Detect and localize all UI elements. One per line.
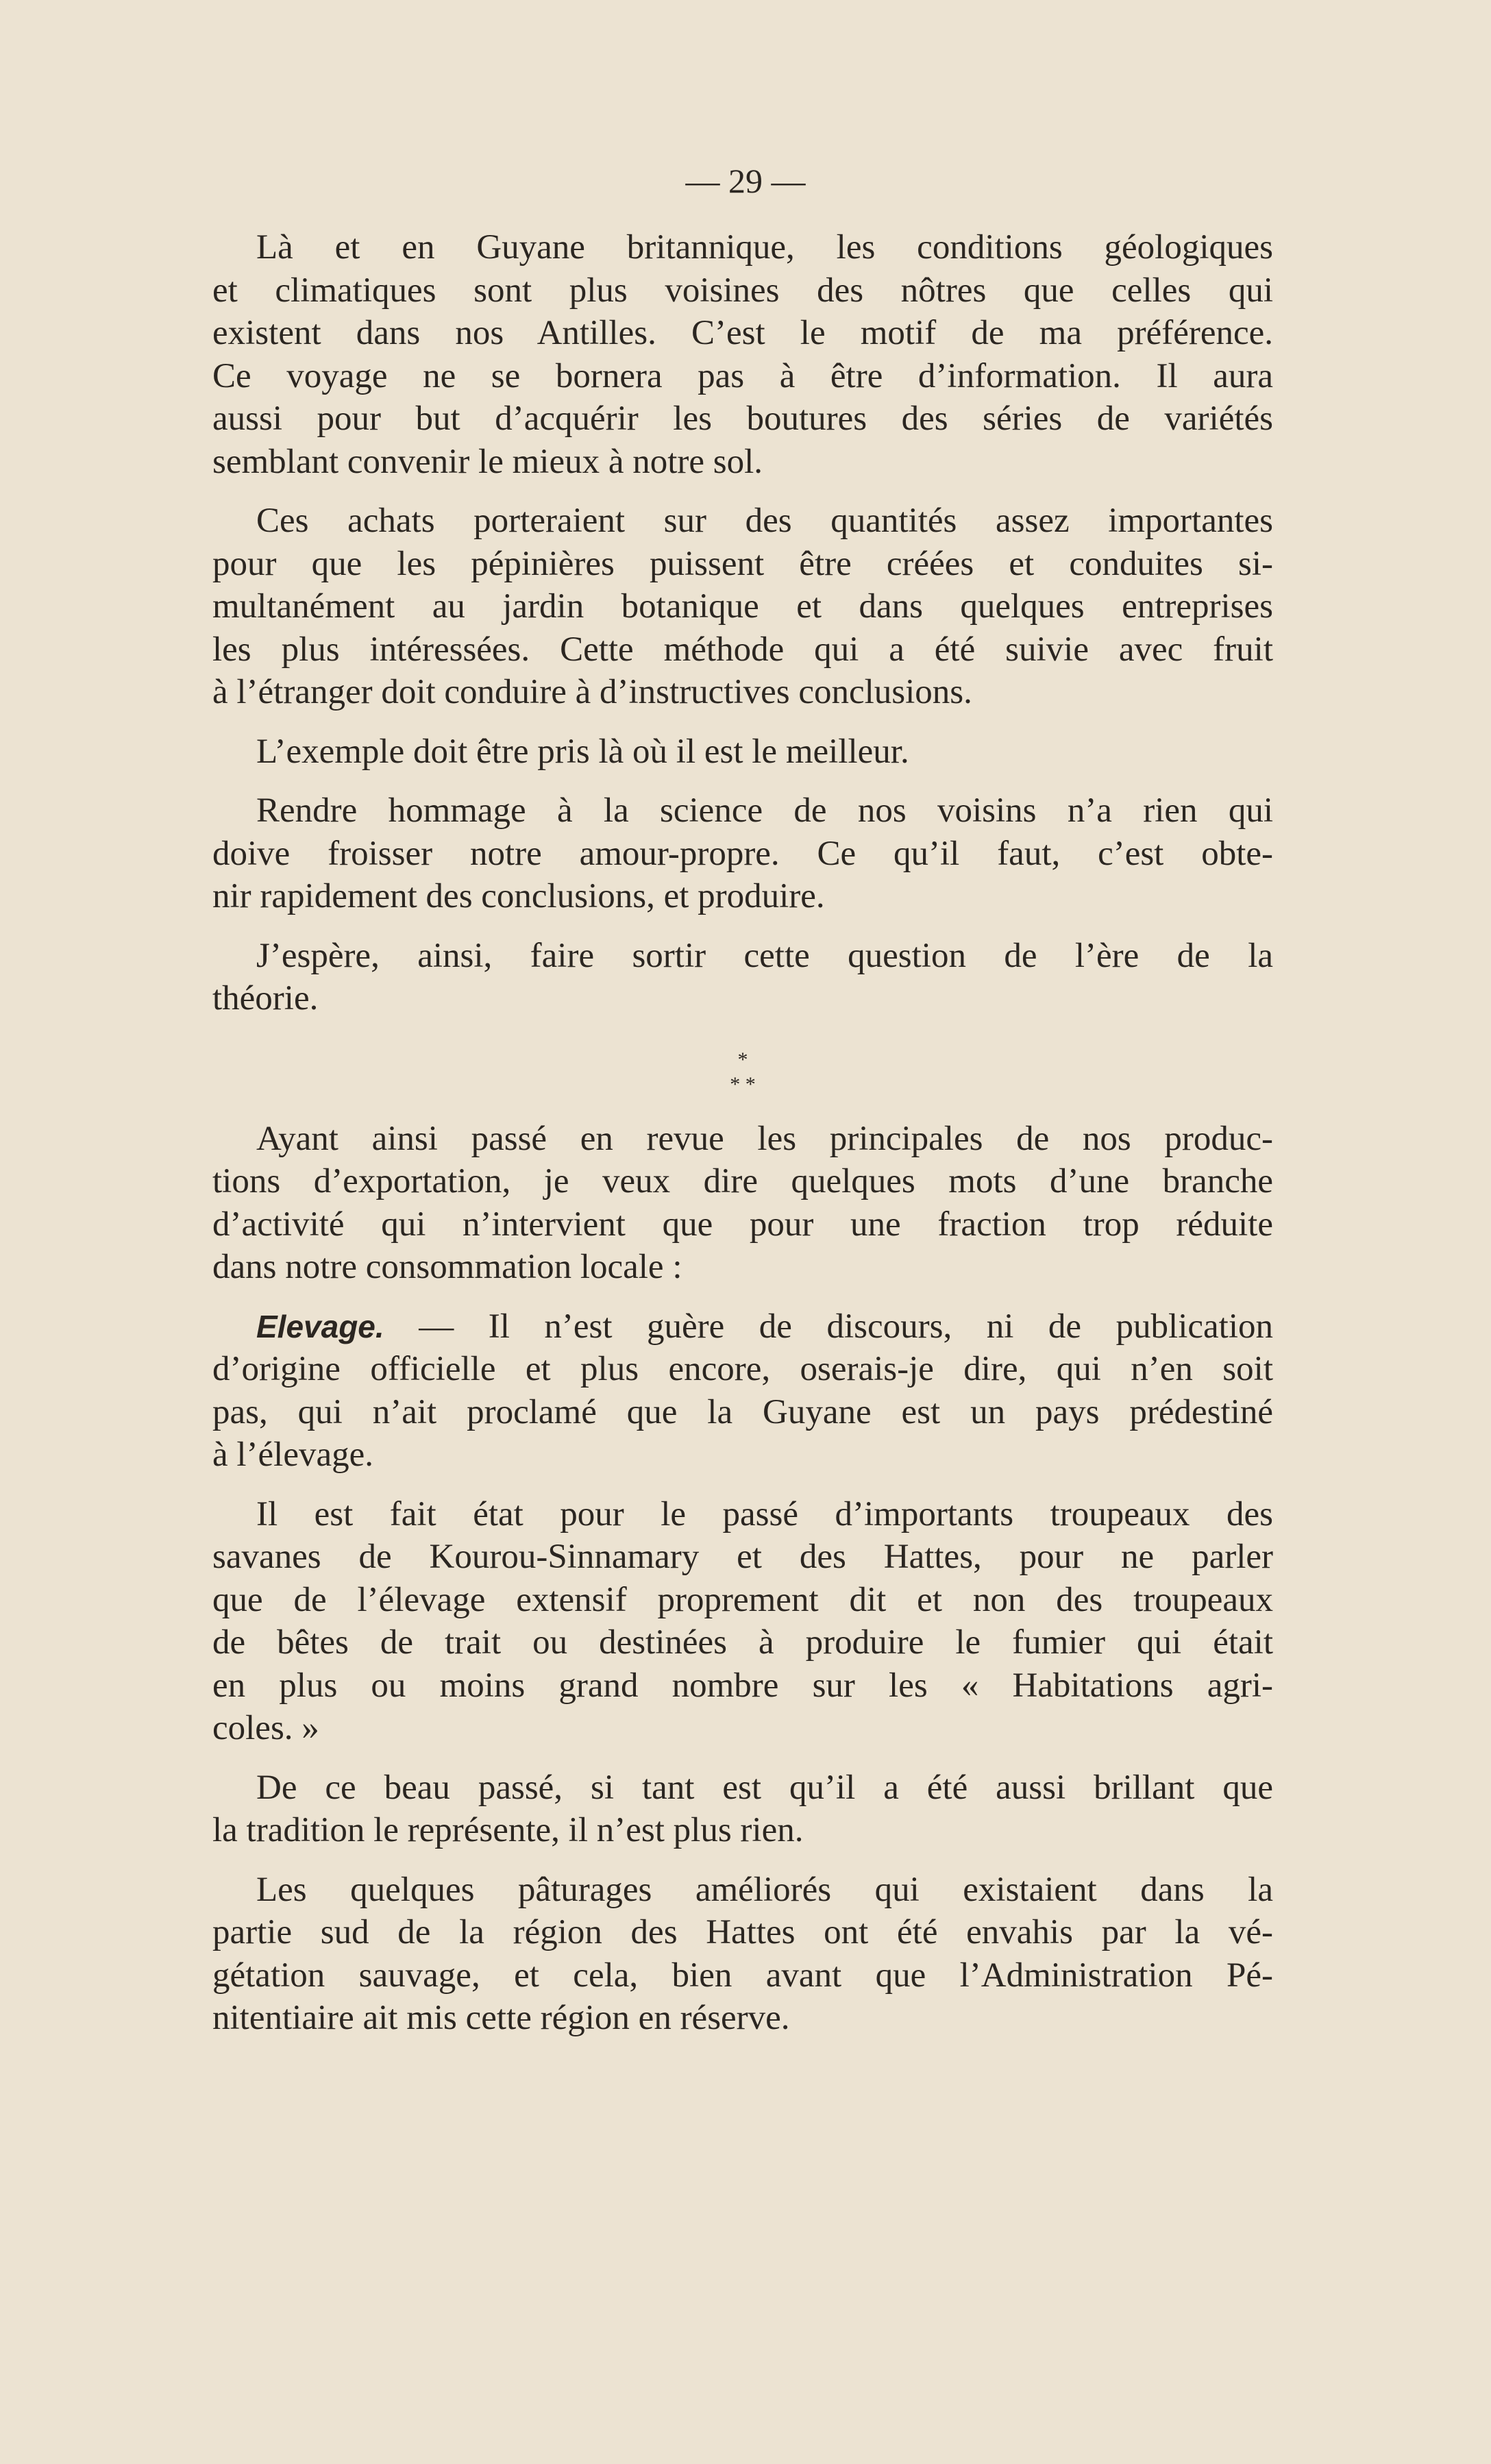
paragraph-line: pas, qui n’ait proclamé que la Guyane est un pays prédestiné (212, 1392, 1273, 1431)
separator-star: * (737, 1048, 748, 1071)
paragraph-line: Ce voyage ne se bornera pas à être d’information. Il aura (212, 356, 1273, 395)
paragraph (212, 789, 1273, 918)
paragraph-line: L’exemple doit être pris là où il est le meilleur. (256, 732, 909, 771)
paragraph-line: Il est fait état pour le passé d’importants troupeaux des (256, 1494, 1273, 1533)
paragraph (212, 226, 1273, 483)
paragraph-line: à l’élevage. (212, 1436, 374, 1474)
paragraph (212, 730, 1273, 774)
paragraph-line: savanes de Kourou-Sinnamary et des Hattes, pour ne parler (212, 1538, 1273, 1576)
paragraph-line: gétation sauvage, et cela, bien avant que l’Administration Pé- (212, 1956, 1273, 1995)
paragraph-line: la tradition le représente, il n’est plus rien. (212, 1811, 804, 1849)
paragraph-line: aussi pour but d’acquérir les boutures des séries de variétés (212, 399, 1273, 438)
paragraph-line: partie sud de la région des Hattes ont été envahis par la vé- (212, 1913, 1273, 1951)
paragraph-line: dans notre consommation locale : (212, 1248, 682, 1286)
paragraph (212, 935, 1273, 1020)
paragraph-line: d’activité qui n’intervient que pour une fraction trop réduite (212, 1205, 1273, 1244)
paragraph-line: de bêtes de trait ou destinées à produire le fumier qui était (212, 1623, 1273, 1662)
paragraph-line: à l’étranger doit conduire à d’instructives conclusions. (212, 673, 972, 711)
paragraph (212, 1118, 1273, 1289)
paragraph-line: nitentiaire ait mis cette région en réserve. (212, 1999, 790, 2037)
section-heading: Elevage. (256, 1308, 384, 1344)
paragraph-line: J’espère, ainsi, faire sortir cette question de l’ère de la (256, 936, 1273, 975)
paragraph (212, 1766, 1273, 1852)
separator-stars: * * (730, 1072, 756, 1096)
paragraph-line: Ces achats porteraient sur des quantités assez importantes (256, 502, 1273, 540)
paragraph-line: Les quelques pâturages améliorés qui existaient dans la (256, 1870, 1273, 1909)
paragraph-line: que de l’élevage extensif proprement dit et non des troupeaux (212, 1580, 1273, 1619)
paragraph-line: en plus ou moins grand nombre sur les « Habitations agri- (212, 1666, 1273, 1705)
paragraph-line: Ayant ainsi passé en revue les principales de nos produc- (256, 1119, 1273, 1158)
paragraph (212, 1493, 1273, 1750)
page-number: — 29 — (685, 162, 806, 200)
paragraph-line: coles. » (212, 1709, 319, 1747)
paragraph-line: théorie. (212, 979, 319, 1018)
paragraph-line: multanément au jardin botanique et dans quelques entreprises (212, 587, 1273, 626)
paragraph-line: Rendre hommage à la science de nos voisins n’a rien qui (256, 791, 1273, 830)
paragraph-line: existent dans nos Antilles. C’est le motif de ma préférence. (212, 314, 1273, 352)
paragraph-line: doive froisser notre amour-propre. Ce qu’il faut, c’est obte- (212, 834, 1273, 873)
line-text: — Il n’est guère de discours, ni de publication (419, 1307, 1273, 1346)
paragraph-line: et climatiques sont plus voisines des nôtres que celles qui (212, 271, 1273, 310)
paragraph-line: pour que les pépinières puissent être créées et conduites si- (212, 544, 1273, 583)
paragraph-line: les plus intéressées. Cette méthode qui a été suivie avec fruit (212, 630, 1273, 669)
paragraph-line: Là et en Guyane britannique, les conditions géologiques (256, 228, 1273, 267)
paragraph-line: d’origine officielle et plus encore, oserais-je dire, qui n’en soit (212, 1350, 1273, 1388)
body-text (212, 226, 1273, 2056)
paragraph (212, 500, 1273, 714)
paragraph-line: De ce beau passé, si tant est qu’il a été aussi brillant que (256, 1768, 1273, 1807)
paragraph-elevage (212, 1305, 1273, 1477)
paragraph (212, 1869, 1273, 2040)
paragraph-line: semblant convenir le mieux à notre sol. (212, 442, 763, 481)
paragraph-line: nir rapidement des conclusions, et produire. (212, 877, 825, 915)
paragraph-line: tions d’exportation, je veux dire quelques mots d’une branche (212, 1162, 1273, 1200)
paragraph-line (212, 1305, 1273, 1348)
section-separator (212, 1048, 1273, 1097)
